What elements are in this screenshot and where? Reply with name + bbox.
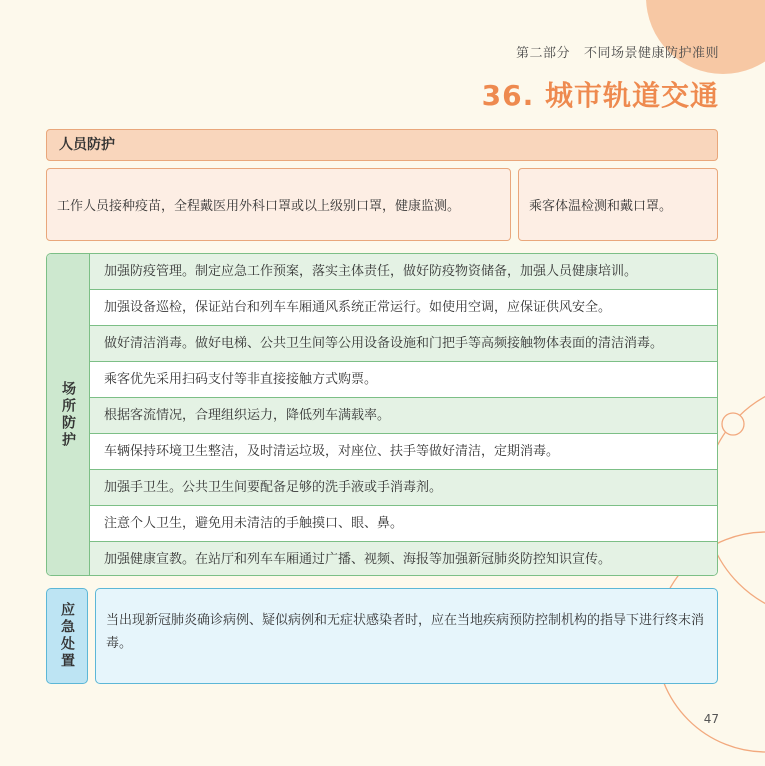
part-label: 第二部分 <box>515 46 570 61</box>
emergency-text: 当出现新冠肺炎确诊病例、疑似病例和无症状感染者时，应在当地疾病预防控制机构的指导下进行终末消毒。 <box>106 613 705 651</box>
table-row: 加强设备巡检，保证站台和列车车厢通风系统正常运行。如使用空调，应保证供风安全。 <box>90 290 717 326</box>
staff-protection-box <box>46 168 511 241</box>
table-row: 加强手卫生。公共卫生间要配备足够的洗手液或手消毒剂。 <box>90 470 717 506</box>
table-row: 乘客优先采用扫码支付等非直接接触方式购票。 <box>90 362 717 398</box>
passenger-protection-text: 乘客体温检测和戴口罩。 <box>529 199 673 214</box>
page-title: 36. 城市轨道交通 <box>481 79 719 112</box>
chapter-label: 不同场景健康防护准则 <box>583 46 719 61</box>
emergency-text-box <box>95 588 718 684</box>
staff-protection-text: 工作人员接种疫苗，全程戴医用外科口罩或以上级别口罩，健康监测。 <box>57 199 461 214</box>
personnel-heading: 人员防护 <box>46 129 718 161</box>
table-row: 加强健康宣教。在站厅和列车车厢通过广播、视频、海报等加强新冠肺炎防控知识宣传。 <box>90 542 717 576</box>
place-protection-label: 场所防护 <box>60 380 76 449</box>
decorative-circle-top <box>646 0 765 74</box>
table-row: 注意个人卫生，避免用未清洁的手触摸口、眼、鼻。 <box>90 506 717 542</box>
chapter-header <box>516 42 719 61</box>
place-protection-label-cell <box>47 254 90 575</box>
place-protection-rows <box>90 254 717 575</box>
place-protection-table <box>46 253 718 576</box>
table-row: 根据客流情况，合理组织运力，降低列车满载率。 <box>90 398 717 434</box>
emergency-label: 应急处置 <box>59 602 75 670</box>
emergency-label-cell <box>46 588 88 684</box>
table-row: 车辆保持环境卫生整洁，及时清运垃圾，对座位、扶手等做好清洁，定期消毒。 <box>90 434 717 470</box>
table-row: 做好清洁消毒。做好电梯、公共卫生间等公用设备设施和门把手等高频接触物体表面的清洁消毒。 <box>90 326 717 362</box>
page-number: 47 <box>703 712 719 726</box>
passenger-protection-box <box>518 168 718 241</box>
table-row: 加强防疫管理。制定应急工作预案，落实主体责任，做好防疫物资储备，加强人员健康培训。 <box>90 254 717 290</box>
